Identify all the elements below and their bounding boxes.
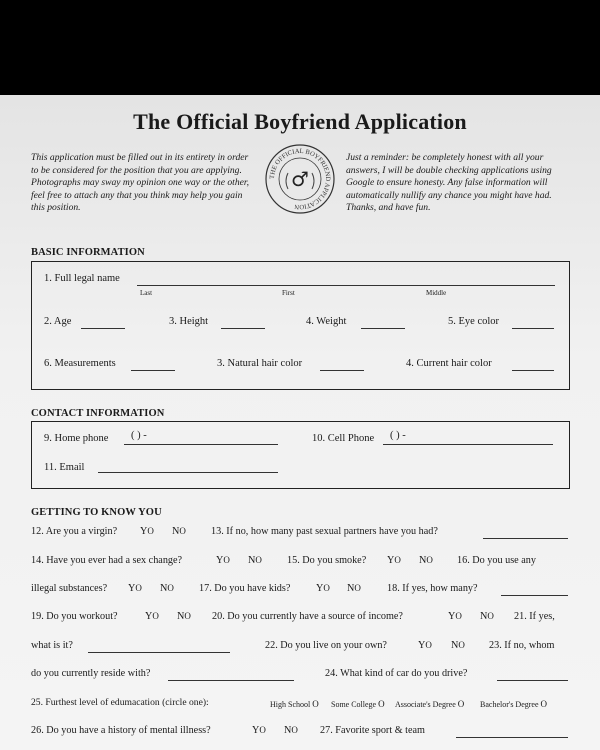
section-basic-heading: BASIC INFORMATION xyxy=(31,247,145,258)
q11-label: 11. Email xyxy=(44,462,85,473)
edu-high-school[interactable]: High School O xyxy=(270,699,319,709)
q18-field[interactable] xyxy=(501,595,568,596)
section-getting-heading: GETTING TO KNOW YOU xyxy=(31,507,162,518)
q26-yes[interactable]: YO xyxy=(252,725,266,736)
q25-label: 25. Furthest level of edumacation (circle one): xyxy=(31,697,209,708)
email-field[interactable] xyxy=(98,472,278,473)
q22-yes[interactable]: YO xyxy=(418,640,432,651)
sub-last: Last xyxy=(140,289,153,297)
current-hair-field[interactable] xyxy=(512,370,554,371)
intro-left-text: This application must be filled out in its entirety in order to be considered for the position that you are applying. Photographs may sway my opinion one way or the other, feel free to attach any that you think may help you gain this position. xyxy=(31,152,249,214)
sub-first: First xyxy=(282,289,295,297)
cell-phone-format: ( ) - xyxy=(390,430,406,441)
q14-label: 14. Have you ever had a sex change? xyxy=(31,555,183,566)
q27-field[interactable] xyxy=(456,737,568,738)
q23-label-cont: do you currently reside with? xyxy=(31,668,151,679)
q3-label: 3. Height xyxy=(169,316,209,327)
q20-label: 20. Do you currently have a source of income? xyxy=(212,611,403,622)
official-seal-icon xyxy=(264,143,336,215)
sub-middle: Middle xyxy=(426,289,447,297)
q15-yes[interactable]: YO xyxy=(387,555,401,566)
q21-label-cont: what is it? xyxy=(31,640,73,651)
edu-some-college[interactable]: Some College O xyxy=(331,699,385,709)
q13-field[interactable] xyxy=(483,538,568,539)
q26-no[interactable]: NO xyxy=(284,725,298,736)
male-symbol: ♂ xyxy=(291,167,309,191)
q15-label: 15. Do you smoke? xyxy=(287,555,367,566)
edu-bachelors[interactable]: Bachelor's Degree O xyxy=(480,699,548,709)
q23-label: 23. If no, whom xyxy=(489,640,555,651)
q13-label: 13. If no, how many past sexual partners have you had? xyxy=(211,526,438,537)
q5-label: 5. Eye color xyxy=(448,316,500,327)
q4-label: 4. Weight xyxy=(306,316,347,327)
contact-info-box xyxy=(31,421,570,489)
q19-no[interactable]: NO xyxy=(177,611,191,622)
q19-yes[interactable]: YO xyxy=(145,611,159,622)
section-contact-heading: CONTACT INFORMATION xyxy=(31,408,165,419)
q10-label: 10. Cell Phone xyxy=(312,433,375,444)
q24-label: 24. What kind of car do you drive? xyxy=(325,668,468,679)
q19-label: 19. Do you workout? xyxy=(31,611,118,622)
page-title: The Official Boyfriend Application xyxy=(133,109,467,134)
q22-no[interactable]: NO xyxy=(451,640,465,651)
measurements-field[interactable] xyxy=(131,370,175,371)
q16-label-cont: illegal substances? xyxy=(31,583,108,594)
q17-label: 17. Do you have kids? xyxy=(199,583,291,594)
q9-label: 9. Home phone xyxy=(44,433,109,444)
q2-label: 2. Age xyxy=(44,316,72,327)
q16-label: 16. Do you use any xyxy=(457,555,536,566)
full-name-field[interactable] xyxy=(137,285,555,286)
q27-label: 27. Favorite sport & team xyxy=(320,725,425,736)
q21-label: 21. If yes, xyxy=(514,611,555,622)
intro-right-text: Just a reminder: be completely honest with all your answers, I will be double checking applications using Google to ensure honesty. Any false information will automatically nullify any chance you might have had. Thanks, and have fun. xyxy=(346,152,552,214)
q16-no[interactable]: NO xyxy=(160,583,174,594)
q24-field[interactable] xyxy=(497,680,568,681)
q1-label: 1. Full legal name xyxy=(44,273,120,284)
q16-yes[interactable]: YO xyxy=(128,583,142,594)
q7-label: 3. Natural hair color xyxy=(217,358,303,369)
eye-color-field[interactable] xyxy=(512,328,554,329)
home-phone-format: ( ) - xyxy=(131,430,147,441)
q17-no[interactable]: NO xyxy=(347,583,361,594)
height-field[interactable] xyxy=(221,328,265,329)
home-phone-field[interactable] xyxy=(124,444,278,445)
weight-field[interactable] xyxy=(361,328,405,329)
q6-label: 6. Measurements xyxy=(44,358,116,369)
q12-no[interactable]: NO xyxy=(172,526,186,537)
black-top-bar xyxy=(0,0,600,95)
q20-yes[interactable]: YO xyxy=(448,611,462,622)
q22-label: 22. Do you live on your own? xyxy=(265,640,387,651)
q18-label: 18. If yes, how many? xyxy=(387,583,478,594)
q8-label: 4. Current hair color xyxy=(406,358,492,369)
q20-no[interactable]: NO xyxy=(480,611,494,622)
seal-text: THE OFFICIAL BOYFRIEND APPLICATION xyxy=(268,147,332,211)
edu-associates[interactable]: Associate's Degree O xyxy=(395,699,465,709)
application-form xyxy=(0,95,600,750)
q14-yes[interactable]: YO xyxy=(216,555,230,566)
q12-label: 12. Are you a virgin? xyxy=(31,526,118,537)
q14-no[interactable]: NO xyxy=(248,555,262,566)
cell-phone-field[interactable] xyxy=(383,444,553,445)
q26-label: 26. Do you have a history of mental illness? xyxy=(31,725,211,736)
age-field[interactable] xyxy=(81,328,125,329)
natural-hair-field[interactable] xyxy=(320,370,364,371)
q23-field[interactable] xyxy=(168,680,294,681)
q21-field[interactable] xyxy=(88,652,230,653)
q17-yes[interactable]: YO xyxy=(316,583,330,594)
q15-no[interactable]: NO xyxy=(419,555,433,566)
q12-yes[interactable]: YO xyxy=(140,526,154,537)
